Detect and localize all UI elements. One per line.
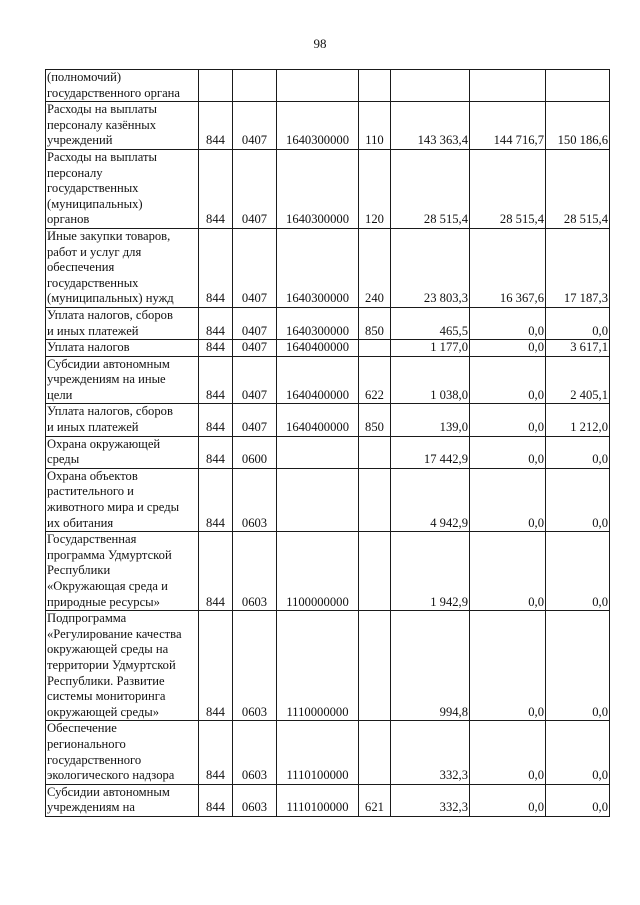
section-code-cell: 0407	[233, 307, 277, 339]
admin-code-cell: 844	[199, 356, 233, 404]
item-name-line: экологического надзора	[47, 768, 175, 783]
expense-type-cell: 622	[359, 356, 391, 404]
expense-type-cell: 850	[359, 307, 391, 339]
target-article-cell	[277, 436, 359, 468]
amount-year3-cell: 0,0	[546, 611, 610, 721]
amount-year1-cell: 143 363,4	[391, 102, 470, 150]
amount-year3-cell: 2 405,1	[546, 356, 610, 404]
section-code-cell: 0407	[233, 356, 277, 404]
expense-type-cell: 621	[359, 784, 391, 816]
table-row	[46, 340, 610, 357]
amount-year1-cell	[391, 70, 470, 102]
item-name-line: государственного	[47, 752, 142, 767]
amount-year1-cell: 23 803,3	[391, 228, 470, 307]
section-code-cell: 0603	[233, 532, 277, 611]
item-name-line: Государственная	[47, 532, 137, 547]
item-name-line: (полномочий)	[47, 70, 122, 84]
item-name-line: Расходы на выплаты	[47, 102, 157, 117]
target-article-cell	[277, 468, 359, 531]
amount-year2-cell: 28 515,4	[470, 149, 546, 228]
amount-year3-cell: 0,0	[546, 307, 610, 339]
section-code-cell: 0603	[233, 721, 277, 784]
expense-type-cell	[359, 340, 391, 357]
item-name-cell	[46, 356, 199, 404]
admin-code-cell: 844	[199, 532, 233, 611]
item-name-line: Охрана объектов	[47, 468, 138, 483]
admin-code-cell: 844	[199, 468, 233, 531]
admin-code-cell	[199, 70, 233, 102]
amount-year1-cell: 1 177,0	[391, 340, 470, 357]
admin-code-cell: 844	[199, 149, 233, 228]
target-article-cell: 1640400000	[277, 404, 359, 436]
item-name-cell	[46, 532, 199, 611]
amount-year2-cell: 144 716,7	[470, 102, 546, 150]
item-name-line: и иных платежей	[47, 420, 139, 435]
target-article-cell: 1110100000	[277, 784, 359, 816]
amount-year1-cell: 139,0	[391, 404, 470, 436]
item-name-line: персоналу казённых	[47, 117, 157, 132]
table-row	[46, 102, 610, 150]
table-row	[46, 784, 610, 816]
target-article-cell: 1640300000	[277, 149, 359, 228]
item-name-line: Уплата налогов, сборов	[47, 307, 173, 322]
item-name-line: работ и услуг для	[47, 244, 142, 259]
table-row	[46, 468, 610, 531]
item-name-cell	[46, 404, 199, 436]
amount-year1-cell: 1 942,9	[391, 532, 470, 611]
amount-year2-cell: 0,0	[470, 356, 546, 404]
table-row	[46, 70, 610, 102]
admin-code-cell: 844	[199, 436, 233, 468]
target-article-cell: 1110000000	[277, 611, 359, 721]
amount-year2-cell: 0,0	[470, 468, 546, 531]
amount-year3-cell: 0,0	[546, 468, 610, 531]
item-name-line: среды	[47, 452, 80, 467]
amount-year2-cell	[470, 70, 546, 102]
section-code-cell: 0407	[233, 149, 277, 228]
item-name-line: органов	[47, 212, 90, 227]
item-name-line: учреждениям на иные	[47, 372, 166, 387]
section-code-cell: 0603	[233, 468, 277, 531]
item-name-line: окружающей среды на	[47, 642, 169, 657]
item-name-cell	[46, 611, 199, 721]
target-article-cell: 1640400000	[277, 340, 359, 357]
admin-code-cell: 844	[199, 611, 233, 721]
item-name-line: и иных платежей	[47, 323, 139, 338]
table-row	[46, 611, 610, 721]
amount-year1-cell: 4 942,9	[391, 468, 470, 531]
item-name-line: Подпрограмма	[47, 611, 127, 626]
amount-year2-cell: 0,0	[470, 784, 546, 816]
target-article-cell: 1100000000	[277, 532, 359, 611]
amount-year2-cell: 0,0	[470, 532, 546, 611]
item-name-line: Республики. Развитие	[47, 673, 165, 688]
item-name-cell	[46, 102, 199, 150]
item-name-line: цели	[47, 387, 73, 402]
amount-year1-cell: 332,3	[391, 784, 470, 816]
item-name-line: персоналу	[47, 165, 103, 180]
amount-year1-cell: 994,8	[391, 611, 470, 721]
target-article-cell: 1640300000	[277, 102, 359, 150]
item-name-line: государственного органа	[47, 85, 180, 100]
amount-year3-cell	[546, 70, 610, 102]
item-name-line: Охрана окружающей	[47, 436, 161, 451]
amount-year3-cell: 150 186,6	[546, 102, 610, 150]
expense-type-cell	[359, 70, 391, 102]
item-name-cell	[46, 228, 199, 307]
section-code-cell: 0407	[233, 102, 277, 150]
item-name-line: программа Удмуртской	[47, 547, 172, 562]
item-name-line: Расходы на выплаты	[47, 149, 157, 164]
table-row	[46, 532, 610, 611]
target-article-cell	[277, 70, 359, 102]
table-row	[46, 721, 610, 784]
item-name-line: окружающей среды»	[47, 704, 160, 719]
item-name-line: Уплата налогов, сборов	[47, 404, 173, 419]
item-name-line: растительного и	[47, 484, 134, 499]
amount-year2-cell: 0,0	[470, 436, 546, 468]
amount-year3-cell: 1 212,0	[546, 404, 610, 436]
item-name-line: природные ресурсы»	[47, 594, 160, 609]
amount-year1-cell: 1 038,0	[391, 356, 470, 404]
item-name-line: «Окружающая среда и	[47, 579, 168, 593]
table-row	[46, 356, 610, 404]
target-article-cell: 1640300000	[277, 228, 359, 307]
item-name-cell	[46, 436, 199, 468]
section-code-cell	[233, 70, 277, 102]
item-name-line: государственных	[47, 275, 139, 290]
amount-year1-cell: 465,5	[391, 307, 470, 339]
page-number: 98	[313, 36, 327, 51]
expense-type-cell: 850	[359, 404, 391, 436]
item-name-cell	[46, 149, 199, 228]
table-row	[46, 149, 610, 228]
item-name-cell	[46, 70, 199, 102]
admin-code-cell: 844	[199, 307, 233, 339]
amount-year3-cell: 0,0	[546, 532, 610, 611]
amount-year2-cell: 0,0	[470, 307, 546, 339]
budget-table	[45, 69, 610, 817]
admin-code-cell: 844	[199, 721, 233, 784]
amount-year2-cell: 0,0	[470, 721, 546, 784]
amount-year2-cell: 16 367,6	[470, 228, 546, 307]
amount-year1-cell: 17 442,9	[391, 436, 470, 468]
amount-year2-cell: 0,0	[470, 340, 546, 357]
item-name-cell	[46, 340, 199, 357]
item-name-line: учреждений	[47, 133, 113, 148]
amount-year2-cell: 0,0	[470, 611, 546, 721]
expense-type-cell: 120	[359, 149, 391, 228]
admin-code-cell: 844	[199, 340, 233, 357]
item-name-cell	[46, 307, 199, 339]
section-code-cell: 0603	[233, 784, 277, 816]
admin-code-cell: 844	[199, 102, 233, 150]
item-name-line: Субсидии автономным	[47, 784, 170, 799]
item-name-line: «Регулирование качества	[47, 626, 182, 641]
section-code-cell: 0600	[233, 436, 277, 468]
item-name-line: (муниципальных)	[47, 196, 143, 211]
item-name-cell	[46, 468, 199, 531]
amount-year1-cell: 332,3	[391, 721, 470, 784]
table-row	[46, 228, 610, 307]
expense-type-cell	[359, 436, 391, 468]
item-name-line: территории Удмуртской	[47, 657, 176, 672]
expense-type-cell	[359, 611, 391, 721]
item-name-line: Иные закупки товаров,	[47, 228, 171, 243]
expense-type-cell: 240	[359, 228, 391, 307]
item-name-line: государственных	[47, 181, 139, 196]
expense-type-cell	[359, 532, 391, 611]
expense-type-cell: 110	[359, 102, 391, 150]
item-name-line: регионального	[47, 736, 126, 751]
section-code-cell: 0407	[233, 340, 277, 357]
amount-year3-cell: 17 187,3	[546, 228, 610, 307]
amount-year1-cell: 28 515,4	[391, 149, 470, 228]
expense-type-cell	[359, 468, 391, 531]
item-name-line: Республики	[47, 563, 111, 578]
admin-code-cell: 844	[199, 228, 233, 307]
amount-year3-cell: 3 617,1	[546, 340, 610, 357]
amount-year3-cell: 28 515,4	[546, 149, 610, 228]
target-article-cell: 1640300000	[277, 307, 359, 339]
item-name-line: Субсидии автономным	[47, 356, 170, 371]
item-name-line: (муниципальных) нужд	[47, 291, 174, 306]
section-code-cell: 0603	[233, 611, 277, 721]
admin-code-cell: 844	[199, 404, 233, 436]
item-name-cell	[46, 784, 199, 816]
section-code-cell: 0407	[233, 228, 277, 307]
item-name-cell	[46, 721, 199, 784]
amount-year3-cell: 0,0	[546, 721, 610, 784]
target-article-cell: 1110100000	[277, 721, 359, 784]
target-article-cell: 1640400000	[277, 356, 359, 404]
table-row	[46, 404, 610, 436]
item-name-line: учреждениям на	[47, 800, 135, 815]
amount-year3-cell: 0,0	[546, 436, 610, 468]
table-row	[46, 307, 610, 339]
item-name-line: системы мониторинга	[47, 689, 166, 704]
admin-code-cell: 844	[199, 784, 233, 816]
item-name-line: Обеспечение	[47, 721, 117, 736]
table-row	[46, 436, 610, 468]
item-name-line: животного мира и среды	[47, 500, 180, 515]
amount-year3-cell: 0,0	[546, 784, 610, 816]
item-name-line: обеспечения	[47, 260, 115, 275]
item-name-line: их обитания	[47, 515, 114, 530]
section-code-cell: 0407	[233, 404, 277, 436]
expense-type-cell	[359, 721, 391, 784]
amount-year2-cell: 0,0	[470, 404, 546, 436]
item-name-line: Уплата налогов	[47, 340, 130, 355]
